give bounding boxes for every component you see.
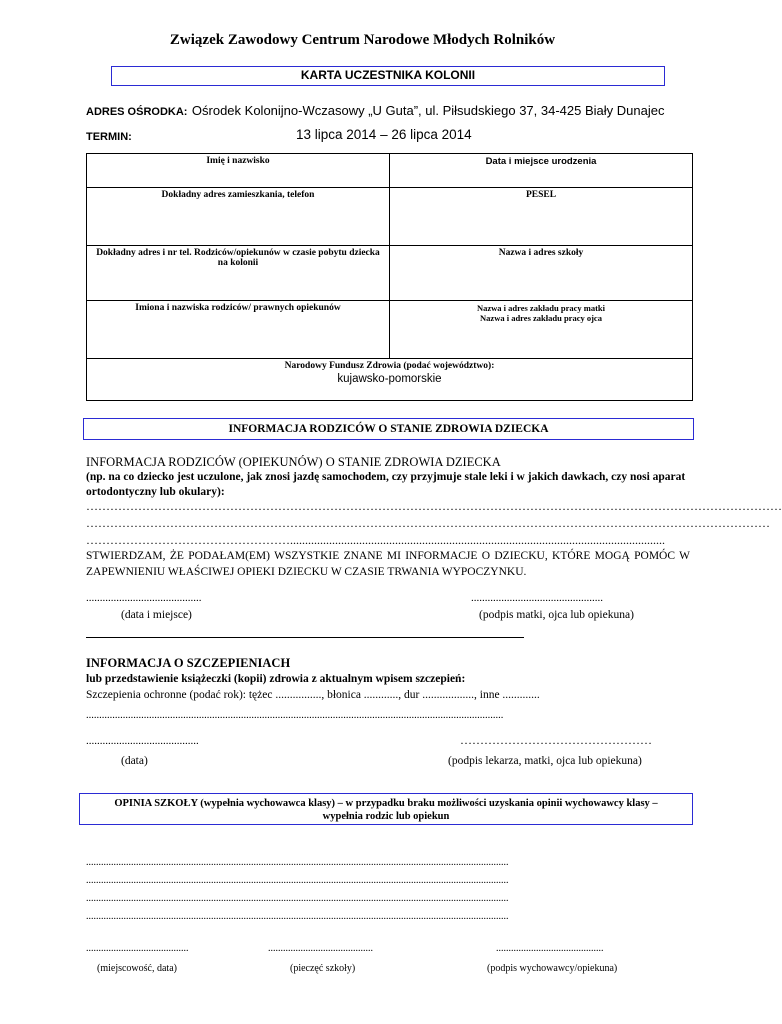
- vaccines-sig-left-caption: (data): [121, 755, 148, 767]
- health-sig-left-caption: (data i miejsce): [121, 609, 192, 621]
- health-line-1[interactable]: …………………………………………………………………………………………………………………………………………………………: [86, 499, 782, 513]
- field-workplaces[interactable]: [390, 301, 693, 359]
- term-value: 13 lipca 2014 – 26 lipca 2014: [296, 127, 472, 142]
- health-sig-right-caption: (podpis matki, ojca lub opiekuna): [479, 609, 634, 621]
- school-opinion-box: OPINIA SZKOŁY (wypełnia wychowawca klasy) – w przypadku braku możliwości uzyskania opinii wychowawcy klasy – wypełnia rodzic lub opiekun: [79, 793, 693, 825]
- field-address-phone-label: Dokładny adres zamieszkania, telefon: [161, 190, 315, 200]
- field-nfz[interactable]: [87, 359, 693, 401]
- school-line-4[interactable]: .........................................................................................................................................................................: [86, 911, 509, 922]
- health-line-2[interactable]: ………………………………………………………………………………………………………………………………………………………: [86, 516, 770, 530]
- health-statement: STWIERDZAM, ŻE PODAŁAM(EM) WSZYSTKIE ZNANE MI INFORMACJE O DZIECKU, KTÓRE MOGĄ POMÓC W ZAPEWNIENIU WŁAŚCIWEJ OPIEKI DZIECKU W CZASIE TRWANIA WYPOCZYNKU.: [86, 550, 690, 578]
- school-sig-3-line[interactable]: ...........................................: [496, 943, 604, 954]
- school-line-2[interactable]: .........................................................................................................................................................................: [86, 875, 509, 886]
- field-birth[interactable]: [390, 154, 693, 188]
- vaccines-line[interactable]: ...............................................................................................................................................................: [86, 710, 504, 721]
- field-nfz-value: kujawsko-pomorskie: [337, 373, 442, 385]
- section-divider: [86, 637, 524, 638]
- school-sig-1-line[interactable]: .........................................: [86, 943, 189, 954]
- health-box: INFORMACJA RODZICÓW O STANIE ZDROWIA DZIECKA: [83, 418, 694, 440]
- organization-title: Związek Zawodowy Centrum Narodowe Młodych Rolników: [169, 32, 556, 48]
- health-heading: INFORMACJA RODZICÓW (OPIEKUNÓW) O STANIE ZDROWIA DZIECKA: [86, 455, 501, 469]
- vaccines-heading: INFORMACJA O SZCZEPIENIACH: [86, 656, 291, 670]
- vaccines-sig-right-caption: (podpis lekarza, matki, ojca lub opiekuna): [448, 755, 642, 767]
- field-name[interactable]: [87, 154, 390, 188]
- field-school[interactable]: [390, 246, 693, 301]
- vaccines-sig-left-line[interactable]: .........................................: [86, 735, 199, 747]
- field-workplace-mother-label: Nazwa i adres zakładu pracy matki: [476, 303, 606, 313]
- field-parents-address[interactable]: [87, 246, 390, 301]
- field-birth-label: Data i miejsce urodzenia: [485, 156, 597, 167]
- field-parents-address-label: Dokładny adres i nr tel. Rodziców/opiekunów w czasie pobytu dziecka na kolonii: [96, 248, 380, 268]
- address-value: Ośrodek Kolonijno-Wczasowy „U Guta”, ul. Piłsudskiego 37, 34-425 Biały Dunajec: [191, 103, 665, 118]
- health-line-3[interactable]: …………………………………………….............................................................................................................................: [86, 533, 665, 547]
- address-row: [86, 102, 664, 120]
- vaccines-list[interactable]: Szczepienia ochronne (podać rok): tężec ................, błonica ............, dur .................., inne .............: [86, 689, 540, 701]
- school-sig-3-caption: (podpis wychowawcy/opiekuna): [487, 963, 618, 974]
- card-title-box: KARTA UCZESTNIKA KOLONII: [111, 66, 665, 86]
- field-pesel[interactable]: [390, 188, 693, 246]
- field-parents-names-label: Imiona i nazwiska rodziców/ prawnych opiekunów: [135, 303, 341, 313]
- vaccines-sig-right-line[interactable]: …………………………………………: [460, 733, 652, 747]
- health-sig-right-line[interactable]: ................................................: [471, 592, 603, 604]
- vaccines-subheading: lub przedstawienie książeczki (kopii) zdrowia z aktualnym wpisem szczepień:: [86, 673, 466, 685]
- field-name-label: Imię i nazwisko: [206, 156, 270, 166]
- field-workplace-father-label: Nazwa i adres zakładu pracy ojca: [480, 313, 602, 323]
- school-sig-2-line[interactable]: ..........................................: [268, 943, 373, 954]
- field-school-label: Nazwa i adres szkoły: [498, 248, 584, 258]
- address-label: ADRES OŚRODKA:: [86, 106, 188, 118]
- school-line-3[interactable]: .........................................................................................................................................................................: [86, 893, 509, 904]
- participant-form-table: [86, 153, 693, 401]
- field-address-phone[interactable]: [87, 188, 390, 246]
- field-pesel-label: PESEL: [525, 190, 557, 200]
- school-sig-2-caption: (pieczęć szkoły): [290, 963, 356, 974]
- health-sig-left-line[interactable]: ..........................................: [86, 592, 202, 604]
- school-sig-1-caption: (miejscowość, data): [97, 963, 177, 974]
- term-label: TERMIN:: [86, 131, 132, 143]
- field-parents-names[interactable]: [87, 301, 390, 359]
- school-line-1[interactable]: .........................................................................................................................................................................: [86, 857, 509, 868]
- field-nfz-label: Narodowy Fundusz Zdrowia (podać województwo):: [284, 361, 495, 371]
- health-question: (np. na co dziecko jest uczulone, jak znosi jazdę samochodem, czy przyjmuje stale leki i w jakich dawkach, czy nosi aparat ortodontyczny lub okulary):: [86, 471, 686, 498]
